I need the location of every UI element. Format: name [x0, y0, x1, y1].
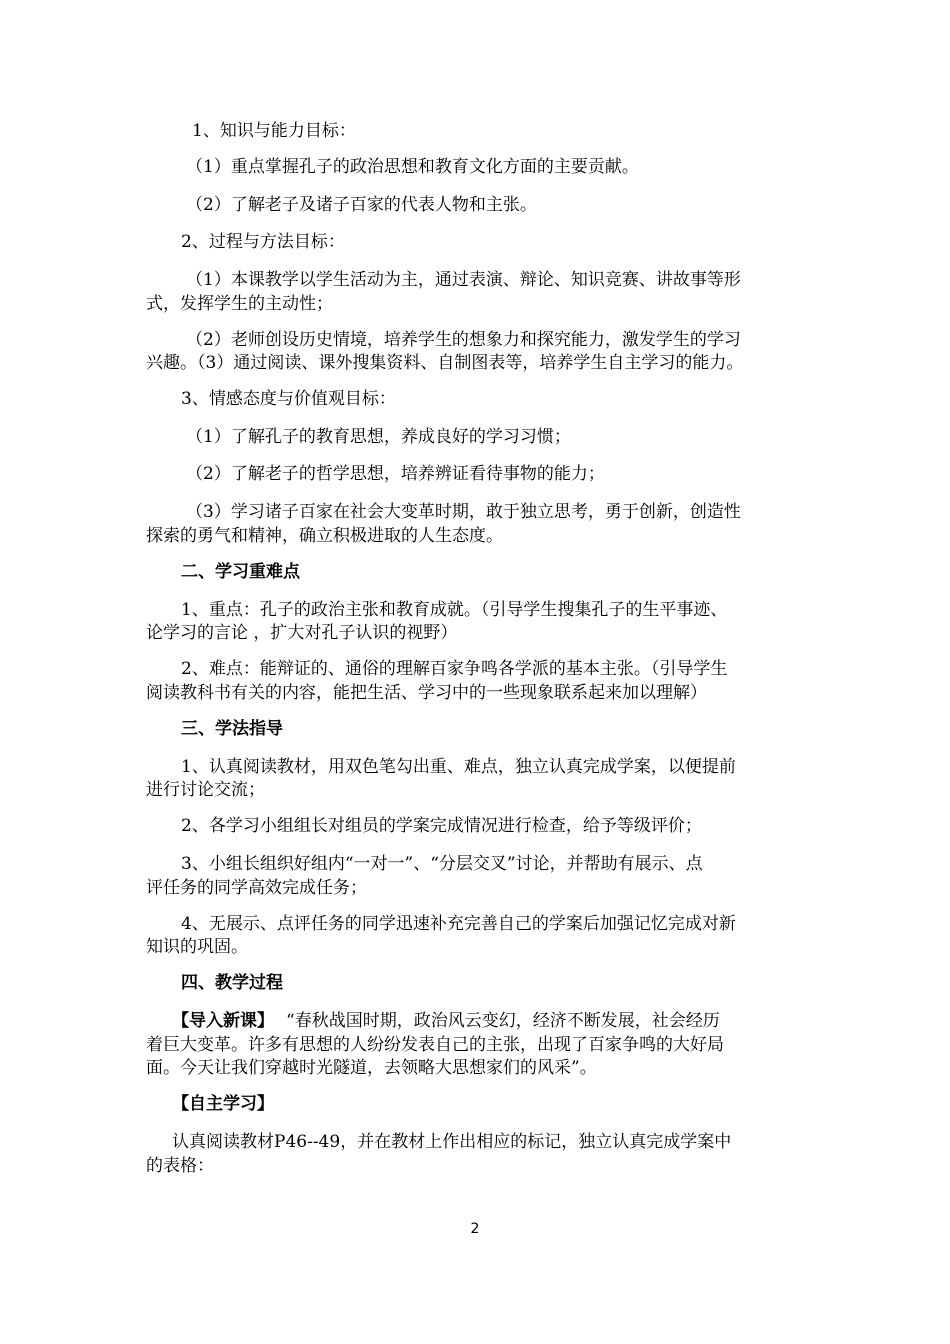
- section-heading: 四、教学过程: [181, 973, 283, 993]
- text-line: （1）重点掌握孔子的政治思想和教育文化方面的主要贡献。: [186, 157, 639, 177]
- text-line: 论学习的言论 ，扩大对孔子认识的视野）: [146, 623, 458, 643]
- text-line: （2）了解老子的哲学思想，培养辨证看待事物的能力；: [186, 464, 605, 484]
- section-heading: 二、学习重难点: [181, 562, 300, 582]
- text-line: 3、小组长组织好组内“一对一”、“分层交叉”讨论，并帮助有展示、点: [181, 854, 703, 874]
- text-line: 探索的勇气和精神，确立积极进取的人生态度。: [146, 526, 503, 546]
- text-line: 着巨大变革。许多有思想的人纷纷发表自己的主张，出现了百家争鸣的大好局: [146, 1035, 724, 1055]
- text-line: 1、知识与能力目标：: [192, 121, 356, 141]
- text-line: （2）了解老子及诸子百家的代表人物和主张。: [186, 195, 537, 215]
- text-line: 式，发挥学生的主动性；: [146, 294, 333, 314]
- text-line: 兴趣。（3）通过阅读、课外搜集资料、自制图表等，培养学生自主学习的能力。: [146, 353, 744, 373]
- text-line: 进行讨论交流；: [146, 780, 265, 800]
- subsection-label: 【自主学习】: [172, 1094, 274, 1114]
- text-line: （1）本课教学以学生活动为主，通过表演、辩论、知识竞赛、讲故事等形: [186, 270, 741, 290]
- text-line: （2）老师创设历史情境，培养学生的想象力和探究能力，激发学生的学习: [186, 330, 741, 350]
- text-line: 3、情感态度与价值观目标：: [181, 389, 396, 409]
- text-line: 面。今天让我们穿越时光隧道，去领略大思想家们的风采”。: [146, 1058, 597, 1078]
- text-line: 2、过程与方法目标：: [181, 232, 345, 252]
- page-number: 2: [470, 1221, 480, 1237]
- text-line: 阅读教科书有关的内容，能把生活、学习中的一些现象联系起来加以理解）: [146, 683, 707, 703]
- text-line: 1、重点：孔子的政治主张和教育成就。（引导学生搜集孔子的生平事迹、: [181, 600, 728, 620]
- text-line: 1、认真阅读教材，用双色笔勾出重、难点，独立认真完成学案，以便提前: [181, 757, 736, 777]
- text-line: 评任务的同学高效完成任务；: [146, 878, 367, 898]
- text-line: 的表格：: [146, 1156, 214, 1176]
- text-line: （3）学习诸子百家在社会大变革时期，敢于独立思考，勇于创新，创造性: [186, 502, 741, 522]
- text-line: “春秋战国时期，政治风云变幻，经济不断发展，社会经历: [286, 1011, 720, 1031]
- text-line: 2、难点：能辩证的、通俗的理解百家争鸣各学派的基本主张。（引导学生: [181, 659, 728, 679]
- text-line: 4、无展示、点评任务的同学迅速补充完善自己的学案后加强记忆完成对新: [181, 914, 736, 934]
- subsection-label: 【导入新课】: [172, 1011, 274, 1031]
- text-line: 知识的巩固。: [146, 937, 248, 957]
- text-line: （1）了解孔子的教育思想，养成良好的学习习惯；: [186, 427, 571, 447]
- text-line: 2、各学习小组组长对组员的学案完成情况进行检查，给予等级评价；: [181, 816, 702, 836]
- text-line: 认真阅读教材P46--49，并在教材上作出相应的标记，独立认真完成学案中: [172, 1132, 732, 1152]
- section-heading: 三、学法指导: [181, 719, 283, 739]
